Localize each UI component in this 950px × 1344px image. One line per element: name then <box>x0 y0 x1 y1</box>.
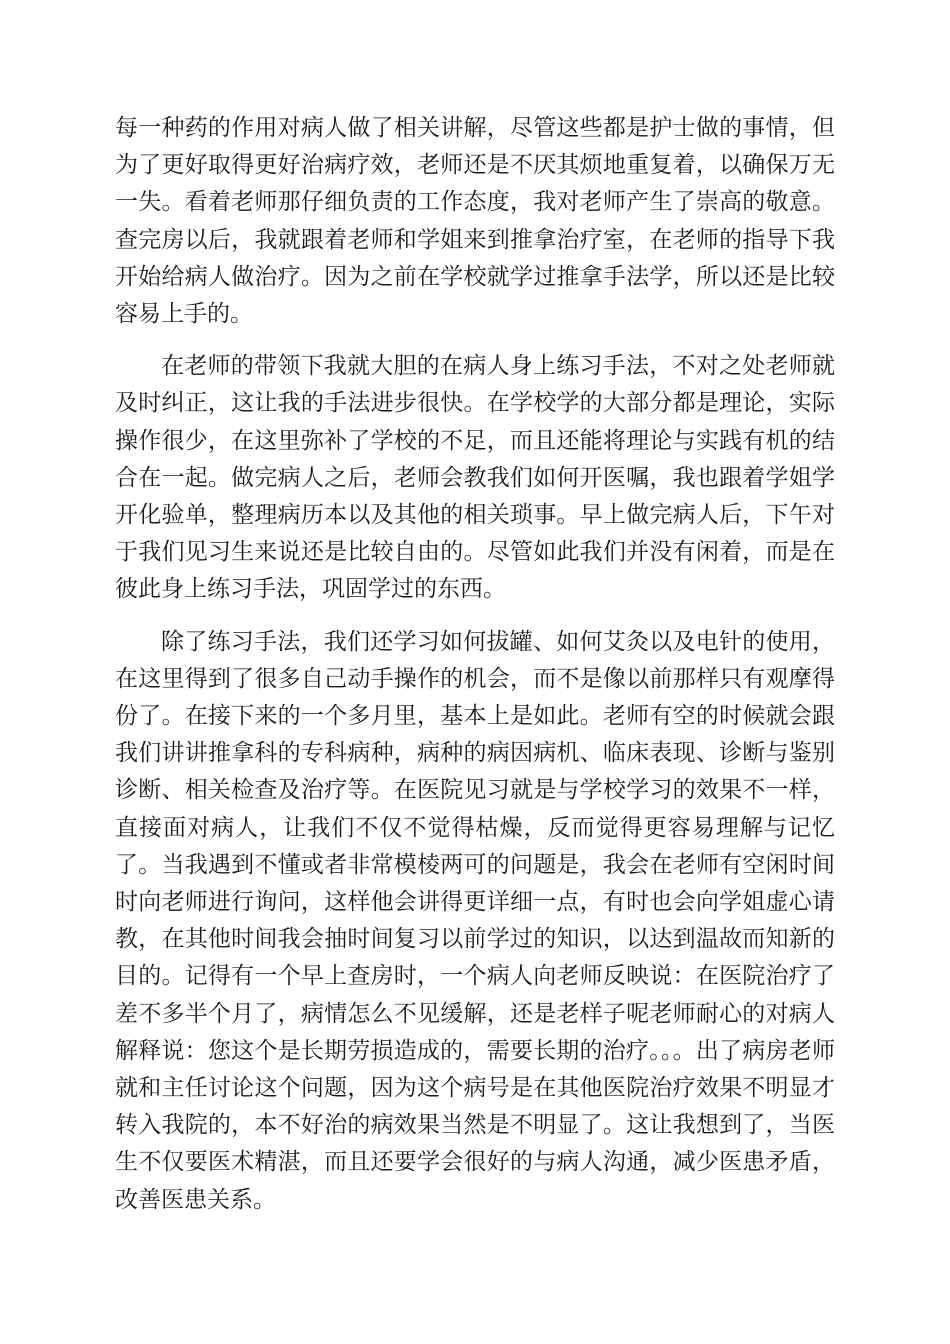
paragraph-1: 每一种药的作用对病人做了相关讲解，尽管这些都是护士做的事情，但为了更好取得更好治病疗效，老师还是不厌其烦地重复着，以确保万无一失。看着老师那仔细负责的工作态度，我对老师产生了崇高的敬意。查完房以后，我就跟着老师和学姐来到推拿治疗室，在老师的指导下我开始给病人做治疗。因为之前在学校就学过推拿手法学，所以还是比较容易上手的。 <box>115 115 835 328</box>
document-page <box>115 110 835 1234</box>
paragraph-2: 在老师的带领下我就大胆的在病人身上练习手法，不对之处老师就及时纠正，这让我的手法进步很快。在学校学的大部分都是理论，实际操作很少，在这里弥补了学校的不足，而且还能将理论与实践有机的结合在一起。做完病人之后，老师会教我们如何开医嘱，我也跟着学姐学开化验单，整理病历本以及其他的相关琐事。早上做完病人后，下午对于我们见习生来说还是比较自由的。尽管如此我们并没有闲着，而是在彼此身上练习手法，巩固学过的东西。 <box>115 353 835 603</box>
paragraph-3: 除了练习手法，我们还学习如何拔罐、如何艾灸以及电针的使用，在这里得到了很多自己动手操作的机会，而不是像以前那样只有观摩得份了。在接下来的一个多月里，基本上是如此。老师有空的时候就会跟我们讲讲推拿科的专科病种，病种的病因病机、临床表现、诊断与鉴别诊断、相关检查及治疗等。在医院见习就是与学校学习的效果不一样，直接面对病人，让我们不仅不觉得枯燥，反而觉得更容易理解与记忆了。当我遇到不懂或者非常模棱两可的问题是，我会在老师有空闲时间时向老师进行询问，这样他会讲得更详细一点，有时也会向学姐虚心请教，在其他时间我会抽时间复习以前学过的知识，以达到温故而知新的目的。记得有一个早上查房时，一个病人向老师反映说：在医院治疗了差不多半个月了，病情怎么不见缓解，还是老样子呢老师耐心的对病人解释说：您这个是长期劳损造成的，需要长期的治疗。。。出了病房老师就和主任讨论这个问题，因为这个病号是在其他医院治疗效果不明显才转入我院的，本不好治的病效果当然是不明显了。这让我想到了，当医生不仅要医术精湛，而且还要学会很好的与病人沟通，减少医患矛盾，改善医患关系。 <box>115 628 835 1213</box>
